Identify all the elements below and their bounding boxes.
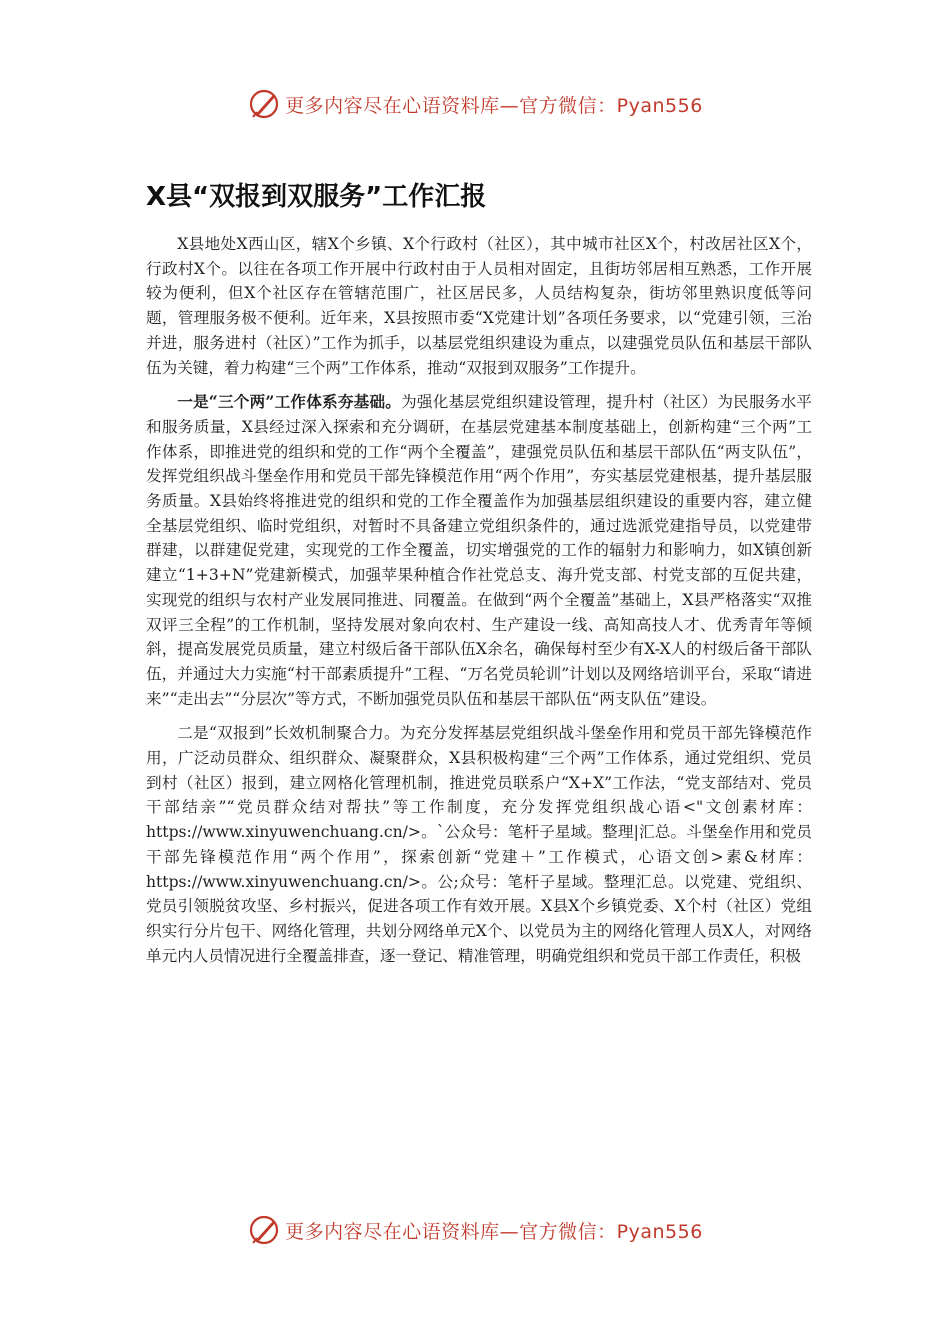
paragraph-section-one	[146, 390, 812, 711]
banner-text: 更多内容尽在心语资料库—官方微信：Pyan556	[285, 1220, 703, 1243]
quill-pen-circle-icon	[247, 87, 281, 121]
paragraph-section-two: 二是“双报到”长效机制聚合力。为充分发挥基层党组织战斗堡垒作用和党员干部先锋模范作用，广泛动员群众、组织群众、凝聚群众，X县积极构建“三个两”工作体系，通过党组织、党员到村（社区）报到，建立网格化管理机制，推进党员联系户“X+X”工作法，“党支部结对、党员干部结亲”“党员群众结对帮扶”等工作制度，充分发挥党组织战心语<"文创素材库：https://www.xinyuwenchuang.cn/>。`公众号：笔杆子星域。整理|汇总。斗堡垒作用和党员干部先锋模范作用“两个作用”，探索创新“党建＋”工作模式，心语文创>素&材库：https://www.xinyuwenchuang.cn/>。公;众号：笔杆子星域。整理汇总。以党建、党组织、党员引领脱贫攻坚、乡村振兴，促进各项工作有效开展。X县X个乡镇党委、X个村（社区）党组织实行分片包干、网络化管理，共划分网络单元X个、以党员为主的网络化管理人员X人，对网络单元内人员情况进行全覆盖排查，逐一登记、精准管理，明确党组织和党员干部工作责任，积极	[146, 724, 812, 965]
document-title: X县“双报到双服务”工作汇报	[146, 182, 487, 212]
footer-banner	[0, 1210, 950, 1250]
banner-text: 更多内容尽在心语资料库—官方微信：Pyan556	[285, 94, 703, 117]
document-body	[146, 232, 812, 968]
paragraph-intro: X县地处X西山区，辖X个乡镇、X个行政村（社区），其中城市社区X个，村改居社区X个，行政村X个。以往在各项工作开展中行政村由于人员相对固定，且街坊邻居相互熟悉，工作开展较为便利，但X个社区存在管辖范围广，社区居民多，人员结构复杂，街坊邻里熟识度低等问题，管理服务极不便利。近年来，X县按照市委“X党建计划”各项任务要求，以“党建引领，三治并进，服务进村（社区）”工作为抓手，以基层党组织建设为重点，以建强党员队伍和基层干部队伍为关键，着力构建“三个两”工作体系，推动“双报到双服务”工作提升。	[146, 235, 812, 377]
quill-pen-circle-icon	[247, 1213, 281, 1247]
section-one-text: 为强化基层党组织建设管理，提升村（社区）为民服务水平和服务质量，X县经过深入探索和充分调研，在基层党建基本制度基础上，创新构建“三个两”工作体系，即推进党的组织和党的工作“两个全覆盖”，建强党员队伍和基层干部队伍“两支队伍”，发挥党组织战斗堡垒作用和党员干部先锋模范作用“两个作用”，夯实基层党建根基，提升基层服务质量。X县始终将推进党的组织和党的工作全覆盖作为加强基层组织建设的重要内容，建立健全基层党组织、临时党组织，对暂时不具备建立党组织条件的，通过选派党建指导员，以党建带群建，以群建促党建，实现党的工作全覆盖，切实增强党的工作的辐射力和影响力，如X镇创新建立“1+3+N”党建新模式，加强苹果种植合作社党总支、海升党支部、村党支部的互促共建，实现党的组织与农村产业发展同推进、同覆盖。在做到“两个全覆盖”基础上，X县严格落实“双推双评三全程”的工作机制，坚持发展对象向农村、生产建设一线、高知高技人才、优秀青年等倾斜，提高发展党员质量，建立村级后备干部队伍X余名，确保每村至少有X-X人的村级后备干部队伍，并通过大力实施“村干部素质提升”工程、“万名党员轮训”计划以及网络培训平台，采取“请进来”“走出去”“分层次”等方式，不断加强党员队伍和基层干部队伍“两支队伍”建设。	[146, 393, 812, 708]
header-banner	[0, 84, 950, 124]
section-one-heading: 一是“三个两”工作体系夯基础。	[177, 392, 402, 412]
